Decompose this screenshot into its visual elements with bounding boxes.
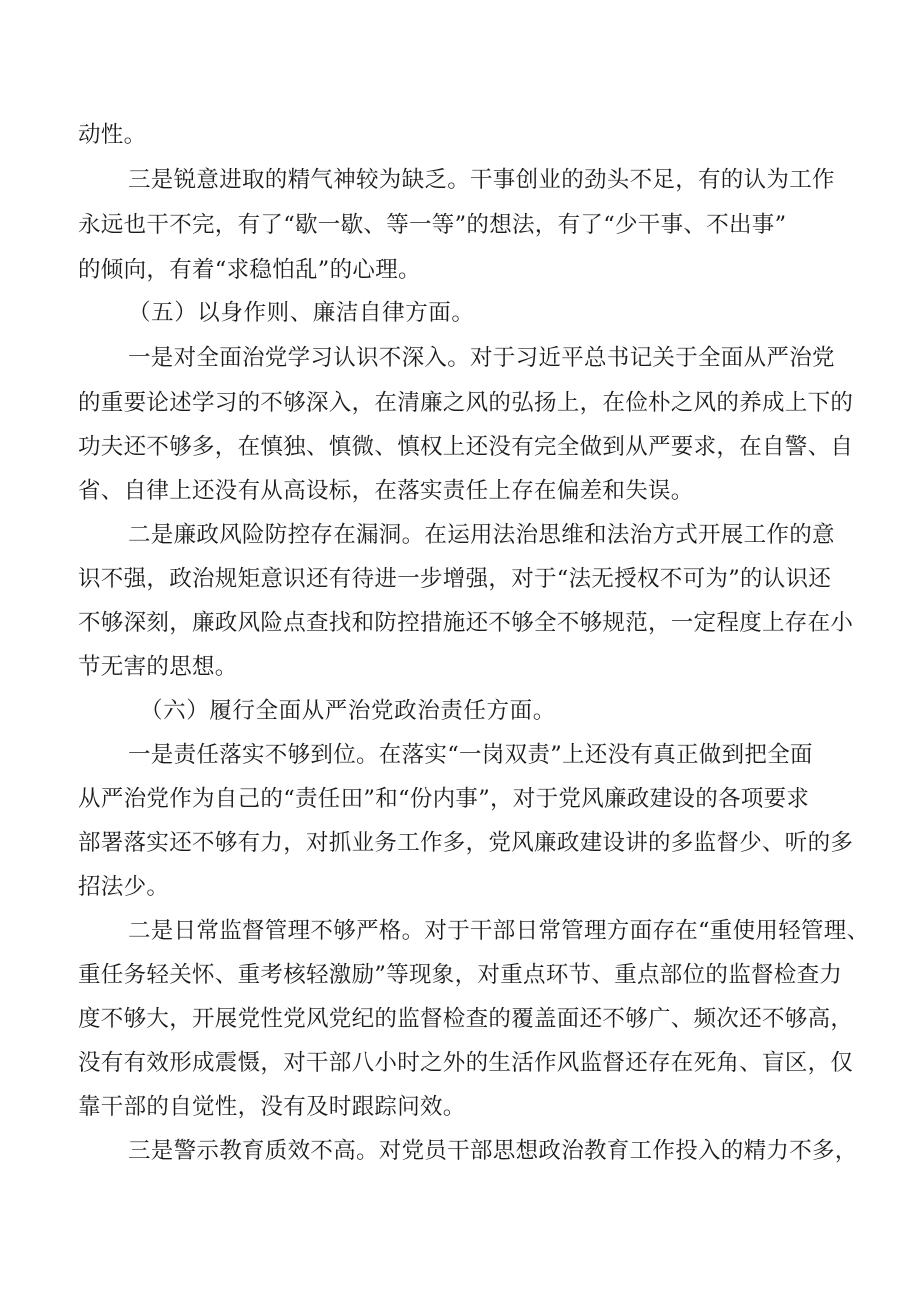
paragraph-first-line: 三是锐意进取的精气神较为缺乏。干事创业的劲头不足，有的认为工作 [128,167,835,193]
paragraph-first-line: 一是对全面治党学习认识不深入。对于习近平总书记关于全面从严治党 [128,345,835,371]
text-line: 动性。 [78,122,147,148]
paragraph-first-line: 二是廉政风险防控存在漏洞。在运用法治思维和法治方式开展工作的意 [128,522,835,548]
text-line: 没有有效形成震慑，对干部八小时之外的生活作风监督还存在死角、盲区，仅 [78,1050,854,1076]
text-line: 招法少。 [78,874,170,900]
text-line: 永远也干不完，有了“歇一歇、等一等”的想法，有了“少干事、不出事” [78,212,787,238]
text-line: 从严治党作为自己的“责任田”和“份内事”，对于党风廉政建设的各项要求 [78,786,810,812]
paragraph-first-line: 二是日常监督管理不够严格。对于干部日常管理方面存在“重使用轻管理、 [128,918,870,944]
text-line: 的倾向，有着“求稳怕乱”的心理。 [78,257,421,283]
text-line: 识不强，政治规矩意识还有待进一步增强，对于“法无授权不可为”的认识还 [78,566,832,592]
paragraph-first-line: 三是警示教育质效不高。对党员干部思想政治教育工作投入的精力不多， [128,1138,858,1164]
section-heading: （六）履行全面从严治党政治责任方面。 [140,698,556,724]
text-line: 部署落实还不够有力，对抓业务工作多，党风廉政建设讲的多监督少、听的多 [78,830,854,856]
text-line: 节无害的思想。 [78,654,238,680]
text-line: 不够深刻，廉政风险点查找和防控措施还不够全不够规范，一定程度上存在小 [78,610,854,636]
text-line: 省、自律上还没有从高设标，在落实责任上存在偏差和失误。 [78,478,694,504]
text-line: 度不够大，开展党性党风党纪的监督检查的覆盖面还不够广、频次还不够高， [78,1006,854,1032]
text-line: 的重要论述学习的不够深入，在清廉之风的弘扬上，在俭朴之风的养成上下的 [78,390,854,416]
paragraph-first-line: 一是责任落实不够到位。在落实“一岗双责”上还没有真正做到把全面 [128,742,813,768]
text-line: 功夫还不够多，在慎独、慎微、慎权上还没有完全做到从严要求，在自警、自 [78,434,854,460]
section-heading: （五）以身作则、廉洁自律方面。 [128,300,475,326]
text-line: 重任务轻关怀、重考核轻激励”等现象，对重点环节、重点部位的监督检查力 [78,962,843,988]
text-line: 靠干部的自觉性，没有及时跟踪问效。 [78,1094,466,1120]
